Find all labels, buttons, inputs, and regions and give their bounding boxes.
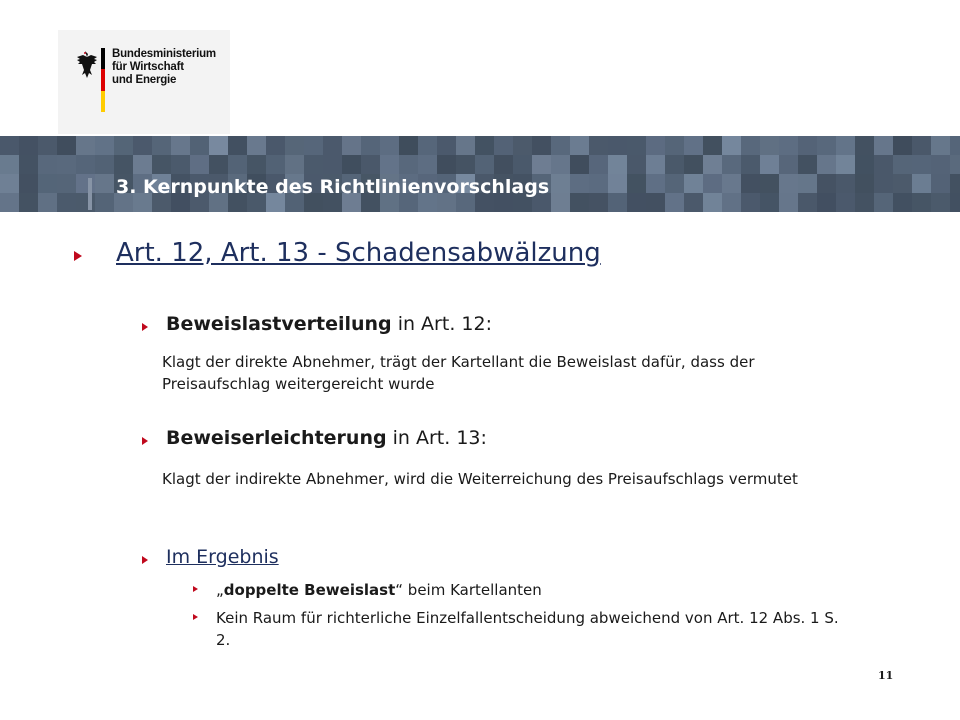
banner-tile [76,174,95,193]
banner-tile [627,136,646,155]
banner-tile [874,174,893,193]
banner-tile [931,136,950,155]
banner-tile [798,155,817,174]
banner-tile [285,136,304,155]
banner-tile [779,136,798,155]
banner-tile [38,174,57,193]
banner-tile [551,136,570,155]
banner-tile [190,136,209,155]
banner-tile [475,136,494,155]
banner-tile [57,174,76,193]
banner-tile [57,155,76,174]
banner-tile [171,155,190,174]
banner-tile [551,193,570,212]
banner-tile [342,136,361,155]
bullet-triangle-icon [74,251,82,261]
section-title: 3. Kernpunkte des Richtlinienvorschlags [116,176,550,198]
banner-tile [437,136,456,155]
banner-tile [665,136,684,155]
banner-tile [342,155,361,174]
item2-rest: in Art. 13: [386,427,487,449]
result-sub1 [216,579,542,601]
banner-tile [266,136,285,155]
banner-tile [551,155,570,174]
result-link[interactable]: Im Ergebnis [166,546,279,568]
banner-tile [38,155,57,174]
banner-tile [95,155,114,174]
banner-tile [741,136,760,155]
banner-tile [19,174,38,193]
banner-tile [665,155,684,174]
banner-tile [950,136,960,155]
banner-tile [874,136,893,155]
quote-close: “ [395,581,404,599]
banner-tile [152,155,171,174]
ministry-line-2: für Wirtschaft [112,61,184,73]
banner-tile [608,193,627,212]
banner-tile [836,136,855,155]
banner-tile [703,136,722,155]
main-heading[interactable]: Art. 12, Art. 13 - Schadensabwälzung [116,238,601,268]
banner-tile [703,155,722,174]
banner-tile [57,193,76,212]
banner-tile [475,155,494,174]
bullet-triangle-icon [142,323,148,331]
banner-tile [589,193,608,212]
banner-tile [874,193,893,212]
banner-tile [380,136,399,155]
banner-tile [0,193,19,212]
banner-tile [893,155,912,174]
banner-tile [722,174,741,193]
banner-tile [247,136,266,155]
banner-tile [171,136,190,155]
banner-tile [456,136,475,155]
banner-tile [285,155,304,174]
banner-tile [418,155,437,174]
banner-tile [912,174,931,193]
banner-tile [817,193,836,212]
german-flag-stripe [101,48,105,112]
banner-tile [190,155,209,174]
banner-tile [741,174,760,193]
banner-tile [0,174,19,193]
quote-open: „ [216,581,224,599]
banner-tile [798,136,817,155]
banner-tile [779,193,798,212]
banner-tile [399,155,418,174]
banner-tile [418,136,437,155]
banner-tile [779,155,798,174]
banner-tile [893,136,912,155]
banner-tile [855,136,874,155]
banner-tile [722,193,741,212]
banner-tile [931,174,950,193]
sub1-rest: beim Kartellanten [403,581,542,599]
banner-tile [722,136,741,155]
banner-tile [589,136,608,155]
bullet-triangle-icon [193,586,198,592]
ministry-line-3: und Energie [112,74,177,86]
banner-tile [684,155,703,174]
flag-black [101,48,105,69]
header-banner [0,136,960,212]
banner-tile [304,136,323,155]
banner-tile [38,136,57,155]
banner-tile [950,155,960,174]
banner-tile [855,155,874,174]
banner-tile [38,193,57,212]
banner-tile [76,193,95,212]
banner-tile [836,155,855,174]
banner-tile [741,155,760,174]
item1-rest: in Art. 12: [391,313,492,335]
bullet-triangle-icon [142,437,148,445]
banner-tile [684,193,703,212]
banner-tile [703,193,722,212]
banner-tile [133,155,152,174]
item1-heading [166,313,492,335]
banner-tile [741,193,760,212]
banner-tile [760,155,779,174]
banner-tile [114,136,133,155]
banner-tile [760,193,779,212]
banner-tile [399,136,418,155]
ministry-line-1: Bundesministerium [112,48,216,60]
banner-tile [836,174,855,193]
item2-bold: Beweiserleichterung [166,427,387,449]
banner-tile [361,155,380,174]
banner-tile [494,155,513,174]
banner-tile [513,136,532,155]
banner-tile [323,136,342,155]
banner-tile [817,136,836,155]
banner-tile [209,155,228,174]
banner-tile [931,155,950,174]
banner-tile [0,155,19,174]
banner-tile [950,193,960,212]
banner-tile [570,193,589,212]
banner-tile [950,174,960,193]
banner-tile [19,136,38,155]
banner-tile [95,174,114,193]
banner-tile [570,155,589,174]
banner-tile [665,193,684,212]
banner-tile [627,174,646,193]
banner-tile [855,174,874,193]
banner-tile [532,136,551,155]
item2-text: Klagt der indirekte Abnehmer, wird die Weiterreichung des Preisaufschlags vermutet [162,470,798,488]
ministry-logo [58,30,230,134]
banner-tile [513,155,532,174]
banner-tile [893,193,912,212]
banner-tile [893,174,912,193]
banner-tile [760,174,779,193]
banner-tile [627,193,646,212]
banner-tile [494,136,513,155]
banner-tile [779,174,798,193]
banner-tile [608,136,627,155]
banner-tile [703,174,722,193]
banner-tile [266,155,285,174]
banner-tile [855,193,874,212]
banner-tile [912,155,931,174]
banner-tile [19,155,38,174]
banner-tile [646,155,665,174]
flag-gold [101,91,105,112]
banner-tile [836,193,855,212]
banner-tile [931,193,950,212]
banner-tile [684,136,703,155]
banner-tile [437,155,456,174]
banner-tile [570,136,589,155]
banner-tile [589,174,608,193]
page-number: 11 [878,669,894,682]
banner-tile [684,174,703,193]
banner-tile [912,136,931,155]
banner-tile [874,155,893,174]
banner-tile [380,155,399,174]
banner-tile [551,174,570,193]
banner-tile [19,193,38,212]
banner-tile [817,155,836,174]
federal-eagle-icon [70,48,100,82]
banner-tile [76,136,95,155]
banner-tile [608,174,627,193]
banner-tile [152,136,171,155]
title-accent-bar [88,178,92,210]
banner-tile [228,136,247,155]
flag-red [101,69,105,90]
result-sub2: Kein Raum für richterliche Einzelfallentscheidung abweichend von Art. 12 Abs. 1 S. 2. [216,609,839,649]
banner-tile [646,193,665,212]
banner-tile [95,193,114,212]
item1-bold: Beweislastverteilung [166,313,392,335]
banner-tile [722,155,741,174]
banner-tile [570,174,589,193]
ministry-name [112,48,216,87]
item2-heading [166,427,487,449]
banner-tile [798,193,817,212]
banner-tile [665,174,684,193]
banner-tile [209,136,228,155]
sub1-bold: doppelte Beweislast [223,581,396,599]
banner-tile [228,155,247,174]
banner-tile [646,136,665,155]
banner-tile [532,155,551,174]
banner-tile [817,174,836,193]
bullet-triangle-icon [142,556,148,564]
banner-tile [608,155,627,174]
banner-tile [247,155,266,174]
item1-text: Klagt der direkte Abnehmer, trägt der Kartellant die Beweislast dafür, dass der Preisaufschlag weitergereicht wurde [162,353,755,393]
banner-tile [456,155,475,174]
banner-tile [0,136,19,155]
banner-tile [912,193,931,212]
banner-tile [760,136,779,155]
banner-tile [114,155,133,174]
banner-tile [627,155,646,174]
banner-tile [133,136,152,155]
banner-tile [589,155,608,174]
banner-tile [95,136,114,155]
banner-tile [323,155,342,174]
banner-tile [646,174,665,193]
banner-tile [361,136,380,155]
bullet-triangle-icon [193,614,198,620]
banner-tile [57,136,76,155]
banner-tile [304,155,323,174]
banner-tile [798,174,817,193]
banner-tile [76,155,95,174]
